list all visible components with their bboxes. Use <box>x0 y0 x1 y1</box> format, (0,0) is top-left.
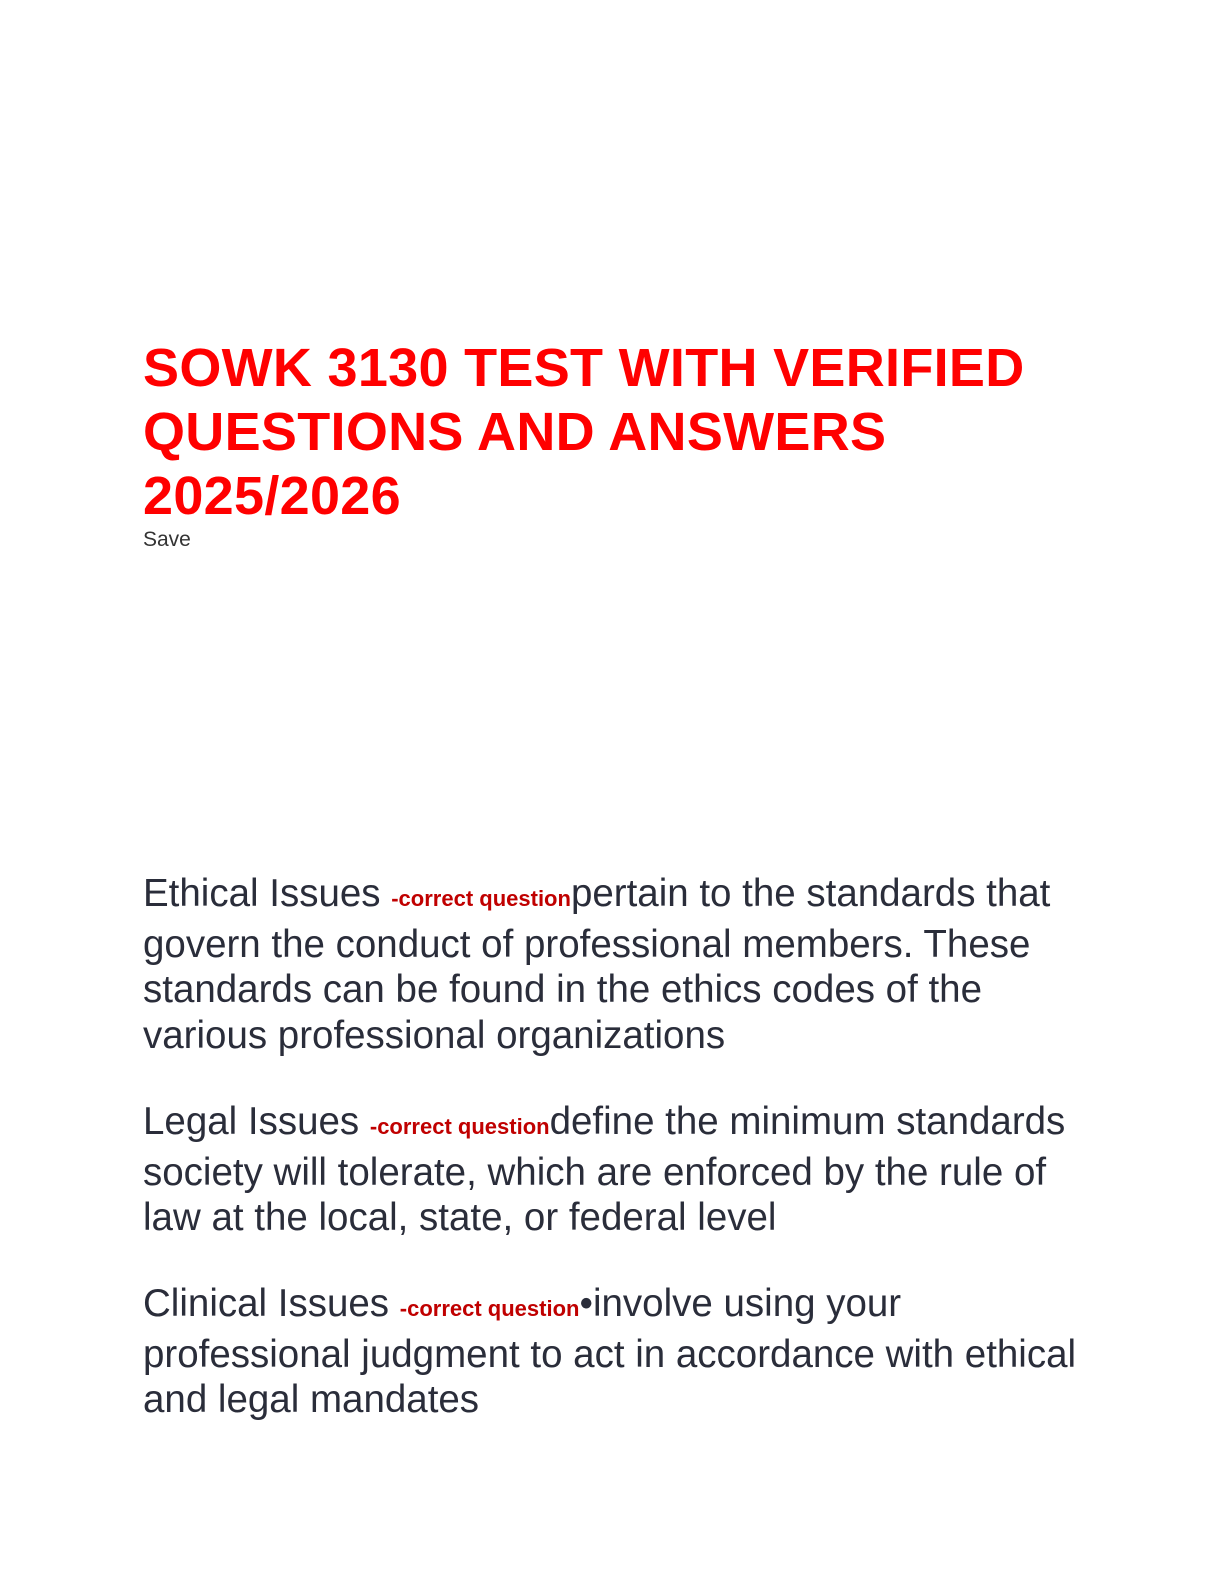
term: Clinical Issues <box>143 1282 400 1325</box>
correct-question-tag: -correct question <box>399 1296 580 1321</box>
qa-item-ethical <box>143 871 1078 1058</box>
answer: pertain to the standards that govern the conduct of professional members. These standards can be found in the ethics codes of the various professional organizations <box>143 872 1051 1057</box>
answer: define the minimum standards society will tolerate, which are enforced by the rule of law at the local, state, or federal level <box>143 1100 1066 1239</box>
document-title: SOWK 3130 TEST WITH VERIFIED QUESTIONS AND ANSWERS 2025/2026 <box>143 338 1025 526</box>
term: Legal Issues <box>143 1100 370 1143</box>
correct-question-tag: -correct question <box>391 886 571 911</box>
save-link[interactable]: Save <box>143 528 191 551</box>
term: Ethical Issues <box>143 872 392 915</box>
answer: •involve using your professional judgment to act in accordance with ethical and legal mandates <box>143 1282 1077 1421</box>
qa-item-legal <box>143 1099 1078 1241</box>
qa-item-clinical <box>143 1281 1078 1423</box>
correct-question-tag: -correct question <box>369 1114 550 1139</box>
